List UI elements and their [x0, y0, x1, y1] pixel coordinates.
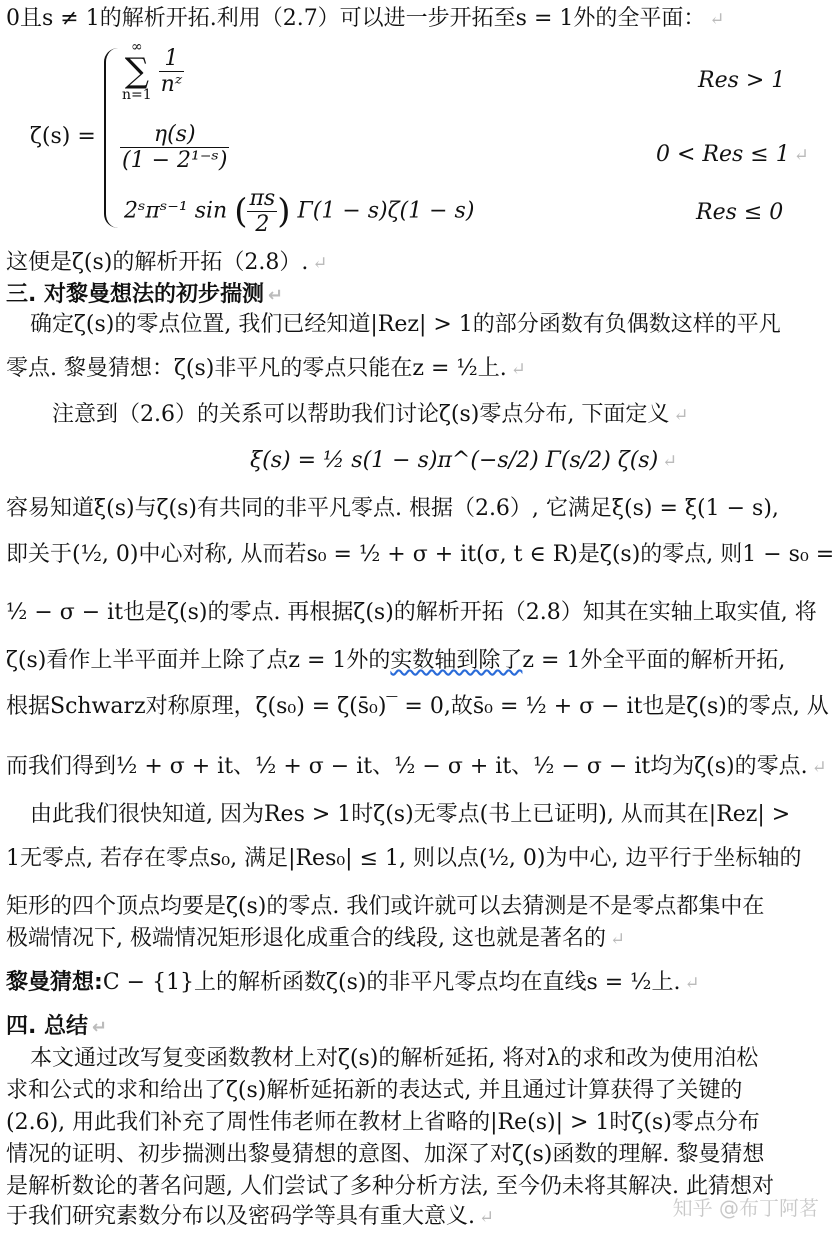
case-1-condition: Res > 1 — [698, 68, 786, 93]
xi-formula — [250, 448, 677, 474]
text-line: 根据Schwarz对称原理，ζ(s₀) = ζ(s̄₀)‾ = 0,故s̄₀ = ½ + σ − it也是ζ(s)的零点, 从 — [6, 694, 829, 719]
paragraph-mark-icon: ↵ — [684, 973, 700, 994]
paragraph-mark-icon: ↵ — [673, 405, 689, 426]
text-line: 由此我们很快知道, 因为Res > 1时ζ(s)无零点(书上已证明), 从而其在|Rez| > — [30, 802, 791, 827]
text: ζ(s)看作上半平面并上除了点z = 1外的 — [6, 648, 391, 673]
text-line — [6, 1204, 494, 1230]
zeta-lhs: ζ(s) = — [30, 124, 96, 149]
text-line: 本文通过改写复变函数教材上对ζ(s)的解析延拓, 将对λ的求和改为使用泊松 — [30, 1046, 759, 1071]
sum-upper: ∞ — [130, 39, 143, 55]
text-line: 1无零点, 若存在零点s₀, 满足|Res₀| ≤ 1, 则以点(½, 0)为中心, 边平行于坐标轴的 — [6, 846, 802, 871]
heading-text: 四. 总结 — [6, 1014, 89, 1039]
text-line: 求和公式的求和给出了ζ(s)解析延拓新的表达式, 并且通过计算获得了关键的 — [6, 1078, 743, 1103]
text-line: 是解析数论的著名问题, 人们尝试了多种分析方法, 至今仍未将其解决. 此猜想对 — [6, 1174, 774, 1199]
section-heading-3 — [6, 282, 283, 308]
watermark: 知乎 @布丁阿茗 — [672, 1196, 819, 1220]
text-line — [6, 6, 725, 32]
text-line — [6, 250, 327, 276]
case-3-prefix: 2ˢπˢ⁻¹ sin — [124, 198, 228, 224]
sum-lower: n=1 — [122, 87, 152, 103]
numerator: πs — [249, 186, 276, 211]
text-line: 情况的证明、初步揣测出黎曼猜想的意图、加深了对ζ(s)函数的理解. 黎曼猜想 — [6, 1142, 765, 1167]
text: 极端情况下, 极端情况矩形退化成重合的线段, 这也就是著名的 — [6, 926, 606, 951]
case-2-expression — [120, 122, 229, 173]
text-line: 矩形的四个顶点均要是ζ(s)的零点. 我们或许就可以去猜测是不是零点都集中在 — [6, 894, 765, 919]
text-line — [6, 648, 785, 674]
text: 于我们研究素数分布以及密码学等具有重大意义. — [6, 1204, 475, 1229]
heading-text: 三. 对黎曼想法的初步揣测 — [6, 282, 265, 307]
paragraph-mark-icon: ↵ — [312, 253, 328, 274]
paragraph-mark-icon: ↵ — [268, 285, 284, 306]
denominator: nᶻ — [160, 71, 183, 97]
text-line: 容易知道ξ(s)与ζ(s)有共同的非平凡零点. 根据（2.6）, 它满足ξ(s) = ξ(1 − s), — [6, 496, 779, 521]
conjecture-label: 黎曼猜想: — [6, 970, 103, 995]
section-heading-4 — [6, 1014, 107, 1040]
text-line — [52, 402, 688, 428]
case-1-fraction — [159, 46, 184, 97]
case-3-expression: 2ˢπˢ⁻¹ sin ( $\frac{\pi s}{2}$ ) Γ(1 − s)ζ(1 − s) — [124, 186, 475, 237]
case-2-fraction — [120, 122, 229, 173]
paragraph-mark-icon: ↵ — [609, 929, 626, 950]
sum-sign: ∑ — [124, 51, 149, 91]
text: 零点. 黎曼猜想：ζ(s)非平凡的零点只能在z = ½上. — [6, 356, 507, 381]
text-line: 确定ζ(s)的零点位置, 我们已经知道|Rez| > 1的部分函数有负偶数这样的平凡 — [30, 312, 781, 337]
text: C − {1}上的解析函数ζ(s)的非平凡零点均在直线s = ½上. — [102, 970, 681, 995]
case-2-condition — [656, 142, 809, 167]
paragraph-mark-icon: ↵ — [709, 9, 725, 30]
text-line — [6, 356, 526, 382]
case-3-condition: Res ≤ 0 — [696, 200, 784, 225]
text: 这便是ζ(s)的解析开拓（2.8）. — [6, 250, 309, 275]
text-line: 即关于(½, 0)中心对称, 从而若s₀ = ½ + σ + it(σ, t ∈ R)是ζ(s)的零点, 则1 − s₀ = — [6, 542, 835, 567]
text-line — [6, 926, 625, 952]
paragraph-mark-icon: ↵ — [479, 1207, 495, 1228]
text-line: ½ − σ − it也是ζ(s)的零点. 再根据ζ(s)的解析开拓（2.8）知其在实轴上取实值, 将 — [6, 600, 817, 625]
numerator: 1 — [159, 46, 184, 72]
case-3-suffix: Γ(1 − s)ζ(1 − s) — [297, 198, 475, 224]
flagged-text: 实数轴到除了 — [390, 648, 523, 673]
text: 而我们得到½ + σ + it、½ + σ − it、½ − σ + it、½ − σ − it均为ζ(s)的零点. — [6, 754, 808, 779]
denominator: (1 − 2¹⁻ˢ) — [122, 148, 228, 173]
paragraph-mark-icon: ↵ — [510, 359, 526, 380]
condition-text: 0 < Res ≤ 1 — [656, 142, 790, 167]
text: z = 1外全平面的解析开拓, — [522, 648, 786, 673]
numerator: η(s) — [120, 122, 229, 148]
text-line: (2.6), 用此我们补充了周性伟老师在教材上省略的|Re(s)| > 1时ζ(s)零点分布 — [6, 1110, 760, 1135]
formula-text: ξ(s) = ½ s(1 − s)π^(−s/2) Γ(s/2) ζ(s) — [250, 448, 659, 473]
paragraph-mark-icon: ↵ — [811, 757, 827, 778]
case-3-fraction — [247, 186, 277, 237]
paragraph-mark-icon: ↵ — [662, 451, 678, 472]
riemann-conjecture-line — [6, 970, 700, 996]
text: 0且s ≠ 1的解析开拓.利用（2.7）可以进一步开拓至s = 1外的全平面： — [6, 6, 706, 31]
paragraph-mark-icon: ↵ — [793, 145, 809, 166]
text-line — [6, 754, 827, 780]
text: 注意到（2.6）的关系可以帮助我们讨论ζ(s)零点分布, 下面定义 — [52, 402, 670, 427]
denominator: 2 — [255, 212, 270, 237]
paragraph-mark-icon: ↵ — [92, 1017, 108, 1038]
case-1-expression — [122, 40, 184, 102]
